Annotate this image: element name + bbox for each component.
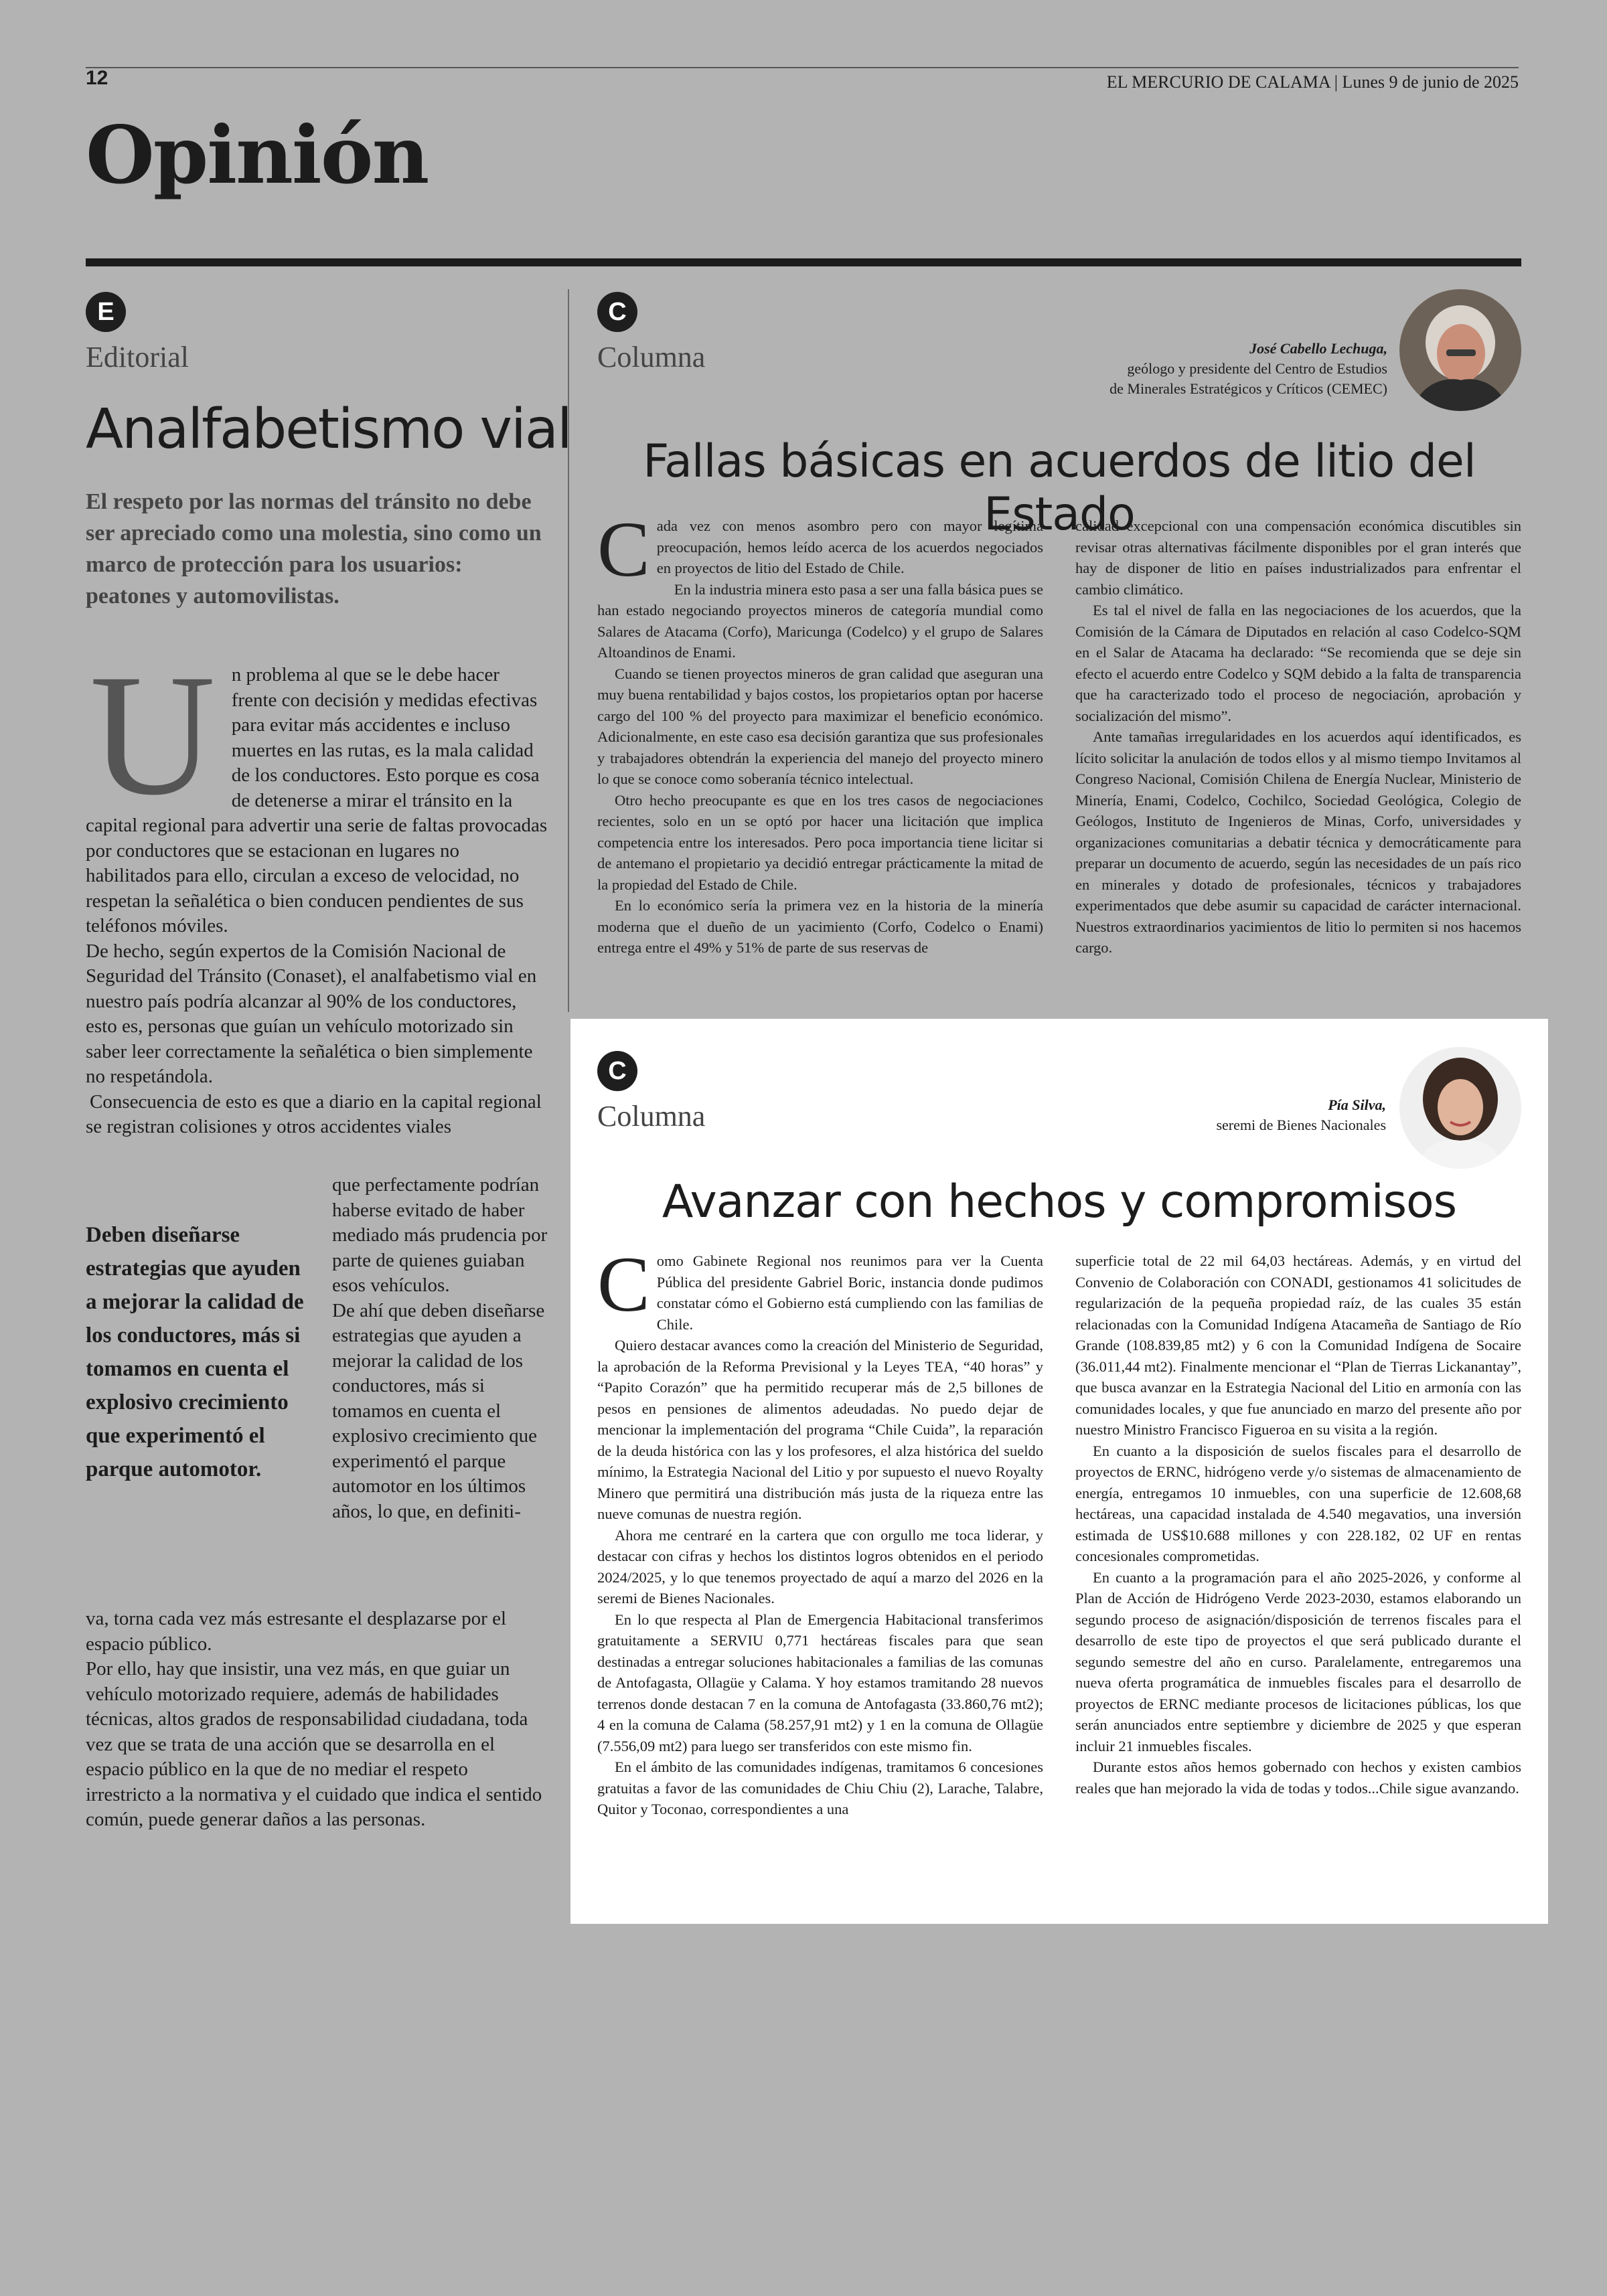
column2-paragraph: superficie total de 22 mil 64,03 hectáreas. Además, y en virtud del Convenio de Colaboración con CONADI, gestionamos 41 solicitudes de regularización de la pequeña propiedad raíz, de las cuales 35 están relacionadas con la Comunidad Indígena Atacameña de Santiago de Río Grande (108.839,85 mt2) y 6 con la Comunidad Indígena de Socaire (36.011,44 mt2). Finalmente mencionar el “Plan de Tierras Lickanantay”, que busca avanzar en la Estrategia Nacional del Litio en armonía con las comunidades locales, y que fue anunciado en marzo del presente año por nuestro Ministro Francisco Figueroa en su visita a la región. bbox=[1075, 1252, 1521, 1438]
editorial-lead: El respeto por las normas del tránsito no debe ser apreciado como una molestia, sino como un marco de protección para los usuarios: peatones y automovilistas. bbox=[86, 489, 542, 608]
column2-author-name: Pía Silva, bbox=[1328, 1096, 1386, 1113]
editorial-paragraph: va, torna cada vez más estresante el desplazarse por el espacio público. bbox=[86, 1608, 507, 1655]
column2-paragraph: Durante estos años hemos gobernado con hechos y existen cambios reales que han mejorado la vida de todas y todos...Chile sigue avanzando. bbox=[1075, 1758, 1521, 1797]
column1-text-col bbox=[1075, 515, 1521, 959]
editorial-side-column bbox=[332, 1173, 548, 1524]
column1-author-photo bbox=[1399, 289, 1521, 411]
column2-paragraph: En el ámbito de las comunidades indígenas, tramitamos 6 concesiones gratuitas a favor de las comunidades de Chiu Chiu (2), Larache, Talabre, Quitor y Toconao, correspondientes a una bbox=[597, 1758, 1043, 1817]
column2-paragraph: En cuanto a la programación para el año 2025-2026, y conforme al Plan de Acción de Hidrógeno Verde 2023-2030, estamos elaborando un segundo proceso de asignación/disposición de terrenos fiscales para el desarrollo de este tipo de proyectos el que será publicado durante el segundo semestre del año en curso. Paralelamente, entregaremos una nueva oferta programática de inmuebles fiscales para el desarrollo de proyectos de ERNC mediante procesos de licitaciones públicas, los que serán anunciados entre septiembre y diciembre de 2025 y que esperan incluir 21 inmuebles fiscales. bbox=[1075, 1568, 1521, 1754]
editorial-paragraph: De ahí que deben diseñarse estrategias que ayuden a mejorar la calidad de los conductores, más si tomamos en cuenta el explosivo crecimiento que experimentó el parque automotor en los últimos años, lo que, en definiti- bbox=[332, 1299, 545, 1522]
column1-author-name: José Cabello Lechuga, bbox=[1249, 340, 1387, 357]
column1-paragraph: ada vez con menos asombro pero con mayor legítima preocupación, hemos leído acerca de los acuerdos negociados en proyectos de litio del Estado de Chile. bbox=[656, 517, 1043, 576]
column1-paragraph: calidad excepcional con una compensación económica discutibles sin revisar otras alternativas fácilmente disponibles por el gran interés que hay de disponer de litio en países industrializados para enfrentar el cambio climático. bbox=[1075, 517, 1521, 598]
editorial-badge: E bbox=[86, 292, 126, 332]
paper-dateline: EL MERCURIO DE CALAMA | Lunes 9 de junio de 2025 bbox=[1106, 72, 1519, 92]
column2-title: Avanzar con hechos y compromisos bbox=[662, 1175, 1457, 1228]
editorial-pullquote: Deben diseñarse estrategias que ayuden a mejorar la calidad de los conductores, más si tomamos en cuenta el explosivo crecimiento que experimentó el parque automotor. bbox=[86, 1223, 304, 1481]
column1-paragraph: Cuando se tienen proyectos mineros de gran calidad que aseguran una muy buena rentabilidad y bajos costos, los propietarios optan por hacerse cargo del 100 % del proyecto para maximizar el beneficio económico. Adicionalmente, en este caso esa decisión garantiza que sus profesionales y trabajadores obtendrán la experiencia del manejo del proyecto minero lo que se conoce como soberanía técnico intelectual. bbox=[597, 665, 1043, 787]
column2-paragraph: omo Gabinete Regional nos reunimos para ver la Cuenta Pública del presidente Gabriel Boric, instancia donde pudimos constatar cómo el Gobierno está cumpliendo con las familias de Chile. bbox=[656, 1252, 1043, 1333]
editorial-kind: Editorial bbox=[86, 341, 189, 374]
column2-paragraph: En lo que respecta al Plan de Emergencia Habitacional transferimos gratuitamente a SERVIU 0,771 hectáreas fiscales para que sean destinadas a entregar soluciones habitacionales a familias de las comunas de Antofagasta, Ollagüe y Calama. Y hoy estamos tramitando 28 nuevos terrenos donde destacan 7 en la comuna de Antofagasta (33.860,76 mt2); 4 en la comuna de Calama (58.257,91 mt2) y 1 en la comuna de Ollagüe (7.556,09 mt2) para luego ser transferidos con este mismo fin. bbox=[597, 1611, 1043, 1754]
column2-drop-cap: C bbox=[597, 1240, 650, 1328]
column2-kind: Columna bbox=[597, 1100, 706, 1133]
column1-kind: Columna bbox=[597, 341, 706, 374]
editorial-paragraph: n problema al que se le debe hacer frente con decisión y medidas efectivas para evitar más accidentes e incluso muertes en las rutas, es la mala calidad de los conductores. Esto porque es cosa de detenerse a mirar el tránsito en la capital regional para advertir una serie de faltas provocadas por conductores que se estacionan en lugares no habilitados para ello, circulan a exceso de velocidad, no respetan la señalética o bien conducen pendientes de sus teléfonos móviles. bbox=[86, 664, 548, 936]
editorial-title: Analfabetismo vial bbox=[86, 398, 571, 461]
section-title: Opinión bbox=[86, 108, 429, 201]
column1-body bbox=[597, 505, 1521, 959]
page-number: 12 bbox=[86, 67, 108, 89]
header-rule bbox=[86, 67, 1519, 68]
section-rule bbox=[86, 258, 1521, 266]
editorial-body bbox=[86, 639, 548, 1140]
column1-text-col bbox=[597, 505, 1043, 959]
column2-text-col bbox=[597, 1240, 1043, 1820]
column2-text-col bbox=[1075, 1250, 1521, 1820]
column2-paragraph: Ahora me centraré en la cartera que con orgullo me toca liderar, y destacar con cifras y hechos los distintos logros obtenidos en el periodo 2024/2025, y lo que tenemos proyectado de aquí a marzo del 2026 en la seremi de Bienes Nacionales. bbox=[597, 1526, 1043, 1607]
column1-author-role: de Minerales Estratégicos y Críticos (CEMEC) bbox=[1109, 380, 1387, 397]
column1-author-role: geólogo y presidente del Centro de Estudios bbox=[1127, 360, 1387, 377]
editorial-drop-cap: U bbox=[90, 639, 216, 831]
editorial-body-end bbox=[86, 1607, 548, 1833]
column2-body bbox=[597, 1240, 1521, 1820]
column1-byline bbox=[1012, 339, 1387, 399]
column2-byline bbox=[1051, 1095, 1386, 1135]
column2-author-role: seremi de Bienes Nacionales bbox=[1216, 1117, 1386, 1133]
editorial-paragraph: Por ello, hay que insistir, una vez más, en que guiar un vehículo motorizado requiere, además de habilidades técnicas, altos grados de responsabilidad ciudadana, toda vez que se trata de una acción que se desarrolla en el espacio público en la que de no mediar el respeto irrestricto a la normativa y el cuidado que indica el sentido común, puede generar daños a las personas. bbox=[86, 1658, 542, 1830]
column1-drop-cap: C bbox=[597, 505, 650, 593]
column1-paragraph: En la industria minera esto pasa a ser una falla básica pues se han estado negociando proyectos mineros de categoría mundial como Salares de Atacama (Corfo), Maricunga (Codelco) y el grupo de Salares Altoandinos de Enami. bbox=[597, 580, 1043, 661]
column1-paragraph: Es tal el nivel de falla en las negociaciones de los acuerdos, que la Comisión de la Cámara de Diputados en relación al caso Codelco-SQM en el Salar de Atacama ha declarado: “Se recomienda que se deje sin efecto el acuerdo entre Codelco y SQM debido a la falta de transparencia que ha caracterizado todo el proceso de negociación, aprobación y socialización del mismo”. bbox=[1075, 602, 1521, 724]
column1-title: Fallas básicas en acuerdos de litio del Estado bbox=[643, 435, 1476, 541]
column1-badge: C bbox=[597, 292, 637, 332]
editorial-paragraph: que perfectamente podrían haberse evitado de haber mediado más prudencia por parte de quienes guiaban esos vehículos. bbox=[332, 1174, 548, 1296]
editorial-paragraph: De hecho, según expertos de la Comisión Nacional de Seguridad del Tránsito (Conaset), el analfabetismo vial en nuestro país podría alcanzar al 90% de los conductores, esto es, personas que guían un vehículo motorizado sin saber leer correctamente la señalética o bien simplemente no respetándola. bbox=[86, 940, 537, 1087]
column1-paragraph: Ante tamañas irregularidades en los acuerdos aquí identificados, es lícito solicitar la anulación de todos ellos y al mismo tiempo Invitamos al Congreso Nacional, Comisión Chilena de Energía Nuclear, Ministerio de Minería, Enami, Codelco, Cochilco, Sociedad Geológica, Colegio de Geólogos, Instituto de Ingenieros de Minas, Corfo, universidades y organizaciones comunitarias a debatir técnica y democráticamente para preparar un documento de acuerdo, según las necesidades de un país rico en minerales y dotado de profesionales, técnicos y trabajadores experimentados que debe asumir su capacidad de carácter internacional. Nuestros extraordinarios yacimientos de litio lo permiten si nos hacemos cargo. bbox=[1075, 728, 1521, 956]
editorial-paragraph: Consecuencia de esto es que a diario en la capital regional se registran colisiones y otros accidentes viales bbox=[86, 1090, 542, 1137]
column2-paragraph: En cuanto a la disposición de suelos fiscales para el desarrollo de proyectos de ERNC, hidrógeno verde y/o sistemas de almacenamiento de energía, entregamos 10 inmuebles, con una superficie de 12.608,68 hectáreas, una capacidad instalada de 4.540 megavatios, una inversión estimada de US$10.688 millones y con 228.182, 02 UF en rentas concesionales comprometidas. bbox=[1075, 1442, 1521, 1564]
column1-paragraph: En lo económico sería la primera vez en la historia de la minería moderna que el dueño de un yacimiento (Corfo, Codelco o Enami) entrega entre el 49% y 51% de parte de sus reservas de bbox=[597, 897, 1043, 956]
column1-paragraph: Otro hecho preocupante es que en los tres casos de negociaciones recientes, solo en un se optó por hacer una licitación que implica competencia entre los interesados. Pero poca importancia tiene licitar si de antemano el propietario ya decidió entregar prácticamente la mitad de la propiedad del Estado de Chile. bbox=[597, 791, 1043, 893]
column2-badge: C bbox=[597, 1051, 637, 1091]
column2-author-photo bbox=[1399, 1047, 1521, 1169]
column2-paragraph: Quiero destacar avances como la creación del Ministerio de Seguridad, la aprobación de la Reforma Previsional y la Leyes TEA, “40 horas” y “Papito Corazón” que ha permitido recuperar más de 2,5 billones de pesos en pensiones de alimentos adeudadas. No puedo dejar de mencionar la implementación del programa “Chile Cuida”, la reparación de la deuda histórica con las y los profesores, el alza histórica del sueldo mínimo, la Estrategia Nacional del Litio y por supuesto el nuevo Royalty Minero que permitirá una distribución más justa de la riqueza entre las nueve comunas de nuestra región. bbox=[597, 1337, 1043, 1522]
